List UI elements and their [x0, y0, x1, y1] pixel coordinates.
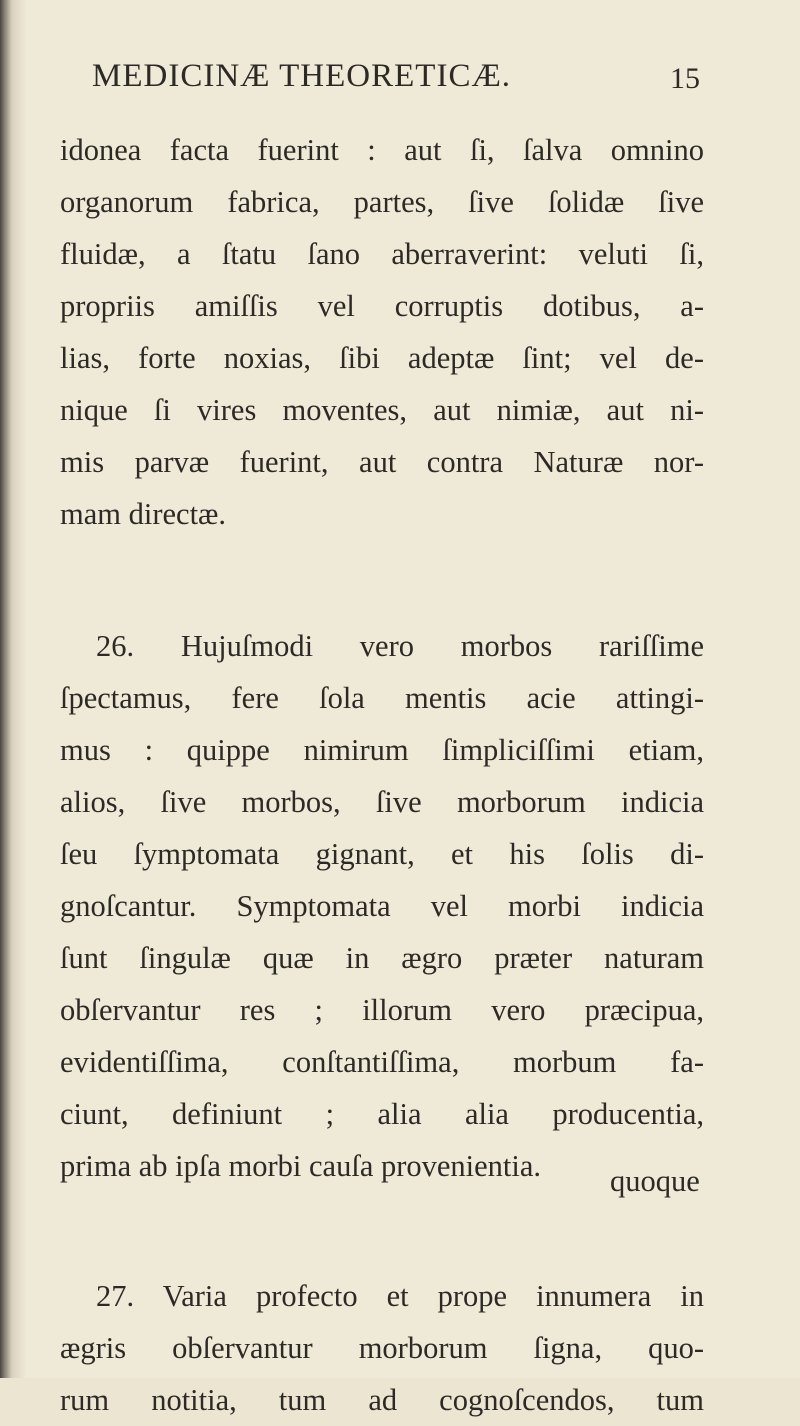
- text-line: 27. Varia profecto et prope innumera in: [96, 1279, 704, 1313]
- paragraph-26: [60, 620, 760, 1192]
- page-binding-edge: [0, 0, 26, 1378]
- page-header: [92, 58, 772, 98]
- catchword: quoque: [610, 1164, 700, 1198]
- text-line: nique ſi vires moventes, aut nimiæ, aut ni-: [60, 393, 704, 427]
- text-line: ſunt ſingulæ quæ in ægro præter naturam: [60, 941, 704, 975]
- paragraph-gap: [60, 1192, 760, 1270]
- text-line: propriis amiſſis vel corruptis dotibus, a-: [60, 289, 704, 323]
- text-line: gnoſcantur. Symptomata vel morbi indicia: [60, 889, 704, 923]
- running-head: MEDICINÆ THEORETICÆ.: [92, 58, 512, 94]
- text-line: mam directæ.: [60, 497, 227, 531]
- text-line: rum notitia, tum ad cognoſcendos, tum: [60, 1383, 704, 1417]
- text-line: ægris obſervantur morborum ſigna, quo-: [60, 1331, 704, 1365]
- paragraph-27: [60, 1270, 760, 1426]
- text-line: ciunt, definiunt ; alia alia producentia,: [60, 1097, 704, 1131]
- text-line: ſpectamus, fere ſola mentis acie attingi-: [60, 681, 704, 715]
- paragraph-1: [60, 124, 760, 540]
- page-body: [60, 124, 760, 1426]
- text-line: lias, forte noxias, ſibi adeptæ ſint; vel de-: [60, 341, 704, 375]
- text-line: ſeu ſymptomata gignant, et his ſolis di-: [60, 837, 704, 871]
- paragraph-gap: [60, 540, 760, 620]
- text-line: 26. Hujuſmodi vero morbos rariſſime: [96, 629, 704, 663]
- text-line: alios, ſive morbos, ſive morborum indicia: [60, 785, 704, 819]
- text-line: idonea facta fuerint : aut ſi, ſalva omnino: [60, 133, 704, 167]
- page-number: 15: [670, 62, 700, 95]
- text-line: prima ab ipſa morbi cauſa provenientia.: [60, 1149, 542, 1183]
- text-line: obſervantur res ; illorum vero præcipua,: [60, 993, 704, 1027]
- text-line: organorum fabrica, partes, ſive ſolidæ ſive: [60, 185, 704, 219]
- text-line: evidentiſſima, conſtantiſſima, morbum fa-: [60, 1045, 704, 1079]
- text-line: mus : quippe nimirum ſimpliciſſimi etiam,: [60, 733, 704, 767]
- text-line: fluidæ, a ſtatu ſano aberraverint: veluti ſi,: [60, 237, 704, 271]
- text-line: mis parvæ fuerint, aut contra Naturæ nor-: [60, 445, 704, 479]
